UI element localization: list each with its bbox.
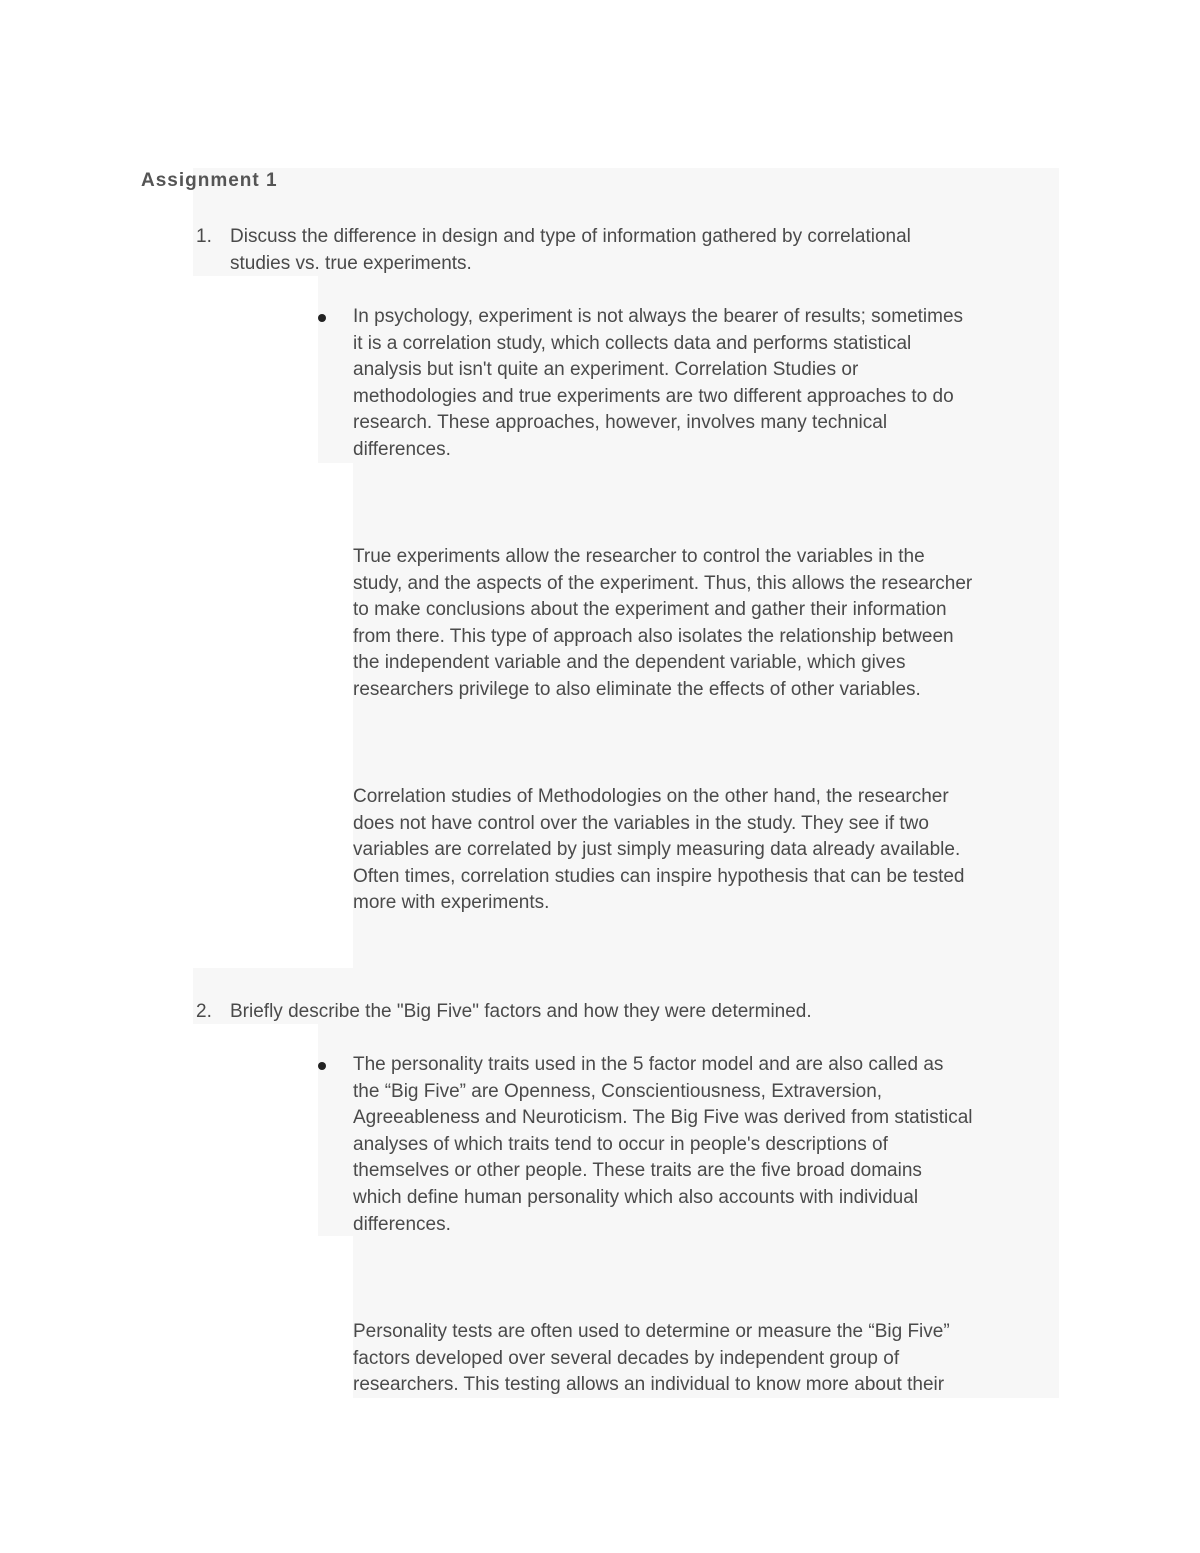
document-title: Assignment 1: [141, 170, 278, 191]
answer-paragraph: The personality traits used in the 5 factor model and are also called as the “Big Five” are Openness, Conscientiousness, Extraversion, Agreeableness and Neuroticism. The Big Five was derived from statistical analyses of which traits tend to occur in people's descriptions of themselves or other people. These traits are the five broad domains which define human personality which also accounts with individual differences.: [353, 1054, 973, 1235]
question-text: Briefly describe the "Big Five" factors and how they were determined.: [230, 1001, 812, 1022]
answer-paragraph: Correlation studies of Methodologies on the other hand, the researcher does not have control over the variables in the study. They see if two variables are correlated by just simply measuring data already available. Often times, correlation studies can inspire hypothesis that can be tested more with experiments.: [353, 786, 965, 914]
question-number: 1.: [196, 226, 212, 247]
answer-paragraph: Personality tests are often used to determine or measure the “Big Five” factors developed over several decades by independent group of researchers. This testing allows an individual to know more about their: [353, 1321, 950, 1396]
question-number: 2.: [196, 1001, 212, 1022]
answer-paragraph: True experiments allow the researcher to control the variables in the study, and the aspects of the experiment. Thus, this allows the researcher to make conclusions about the experiment and gather their information from there. This type of approach also isolates the relationship between the independent variable and the dependent variable, which gives researchers privilege to also eliminate the effects of other variables.: [353, 546, 973, 700]
question-text: Discuss the difference in design and type of information gathered by correlational studies vs. true experiments.: [230, 226, 911, 274]
bullet-icon: [318, 314, 326, 322]
bullet-icon: [318, 1062, 326, 1070]
answer-paragraph: In psychology, experiment is not always the bearer of results; sometimes it is a correlation study, which collects data and performs statistical analysis but isn't quite an experiment. Correlation Studies or methodologies and true experiments are two different approaches to do research. These approaches, however, involves many technical differences.: [353, 306, 964, 460]
